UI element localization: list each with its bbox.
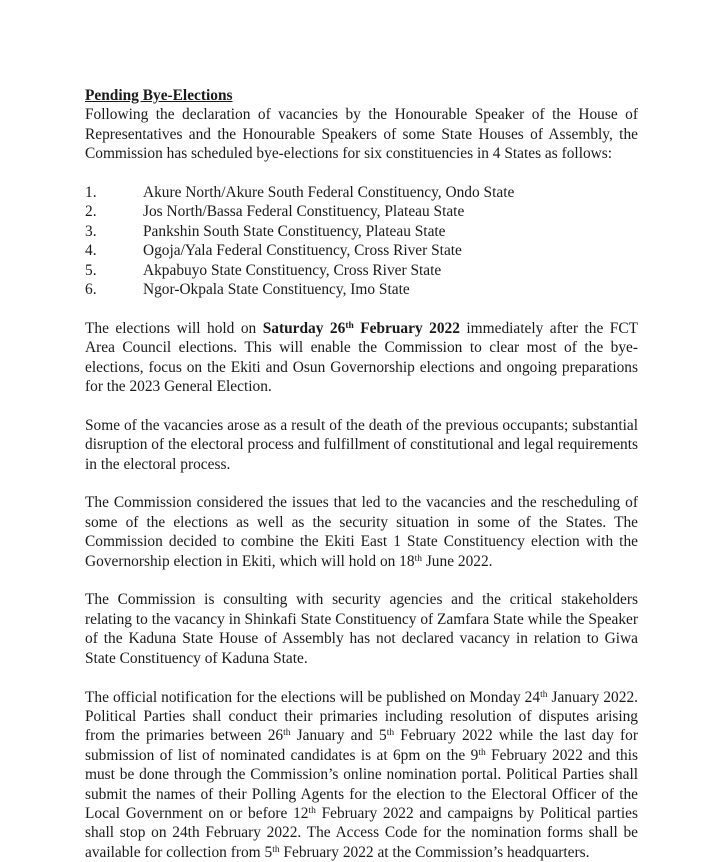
constituency-name: Pankshin South State Constituency, Plateau State [143,222,446,241]
list-number: 6. [85,280,143,299]
text-span: February 2022 and campaigns by Political parties shall stop on 24th February 2022. The Access Code for the nomination forms shall be available for collection from 5 [85,805,638,861]
list-item [85,241,638,260]
timeline-paragraph [85,688,638,862]
list-number: 4. [85,241,143,260]
text-span: The Commission considered the issues that led to the vacancies and the rescheduling of some of the elections as well as the security situation in some of the States. The Commission decided to combine the Ekiti East 1 State Constituency election with the Governorship election in Ekiti, which will hold on 18 [85,494,638,569]
election-date-paragraph [85,319,638,397]
list-number: 5. [85,261,143,280]
text-span: The elections will hold on [85,320,263,337]
text-span: February 2022 and this must be done through the Commission’s online nomination portal. Political Parties shall submit the names of their Polling Agents for the election to the Electoral Officer of the Local Government on or before 12 [85,747,638,822]
text-span: The official notification for the elections will be published on Monday 24 [85,689,540,706]
list-item [85,183,638,202]
ordinal-suffix: th [415,554,422,564]
constituency-name: Akpabuyo State Constituency, Cross River State [143,261,441,280]
consulting-paragraph: The Commission is consulting with security agencies and the critical stakeholders relating to the vacancy in Shinkafi State Constituency of Zamfara State while the Speaker of the Kaduna State House of Assembly has not declared vacancy in relation to Giwa State Constituency of Kaduna State. [85,590,638,668]
constituency-name: Ogoja/Yala Federal Constituency, Cross River State [143,241,462,260]
list-number: 2. [85,202,143,221]
text-span: Saturday 26 [263,320,346,337]
constituency-list [85,183,638,299]
ordinal-suffix: th [272,845,279,855]
text-span: June 2022. [422,553,493,570]
election-date [263,320,460,337]
list-item [85,202,638,221]
document-page [85,86,638,862]
text-span: January and 5 [290,727,386,744]
intro-paragraph: Following the declaration of vacancies by the Honourable Speaker of the House of Representatives and the Honourable Speakers of some State Houses of Assembly, the Commission has scheduled bye-elections for six constituencies in 4 States as follows: [85,105,638,163]
list-item [85,222,638,241]
vacancies-paragraph: Some of the vacancies arose as a result of the death of the previous occupants; substantial disruption of the electoral process and fulfillment of constitutional and legal requirements in the electoral process. [85,416,638,474]
constituency-name: Jos North/Bassa Federal Constituency, Plateau State [143,202,464,221]
ordinal-suffix: th [345,321,353,331]
list-number: 3. [85,222,143,241]
text-span: February 2022 while the last day for submission of list of nominated candidates is at 6pm on the 9 [85,727,638,763]
ordinal-suffix: th [387,728,394,738]
ekiti-paragraph [85,493,638,571]
list-item [85,261,638,280]
text-span: February 2022 [354,320,460,337]
list-item [85,280,638,299]
ordinal-suffix: th [283,728,290,738]
text-span: January 2022. Political Parties shall conduct their primaries including resolution of disputes arising from the primaries between 26 [85,689,638,745]
ordinal-suffix: th [478,748,485,758]
text-span: February 2022 at the Commission’s headquarters. [280,844,590,861]
text-span: immediately after the FCT Area Council elections. This will enable the Commission to clear most of the bye-elections, focus on the Ekiti and Osun Governorship elections and ongoing preparations for the 2023 General Election. [85,320,638,395]
ordinal-suffix: th [308,806,315,816]
ordinal-suffix: th [540,690,547,700]
list-number: 1. [85,183,143,202]
constituency-name: Ngor-Okpala State Constituency, Imo State [143,280,410,299]
section-heading: Pending Bye-Elections [85,86,638,105]
constituency-name: Akure North/Akure South Federal Constituency, Ondo State [143,183,514,202]
